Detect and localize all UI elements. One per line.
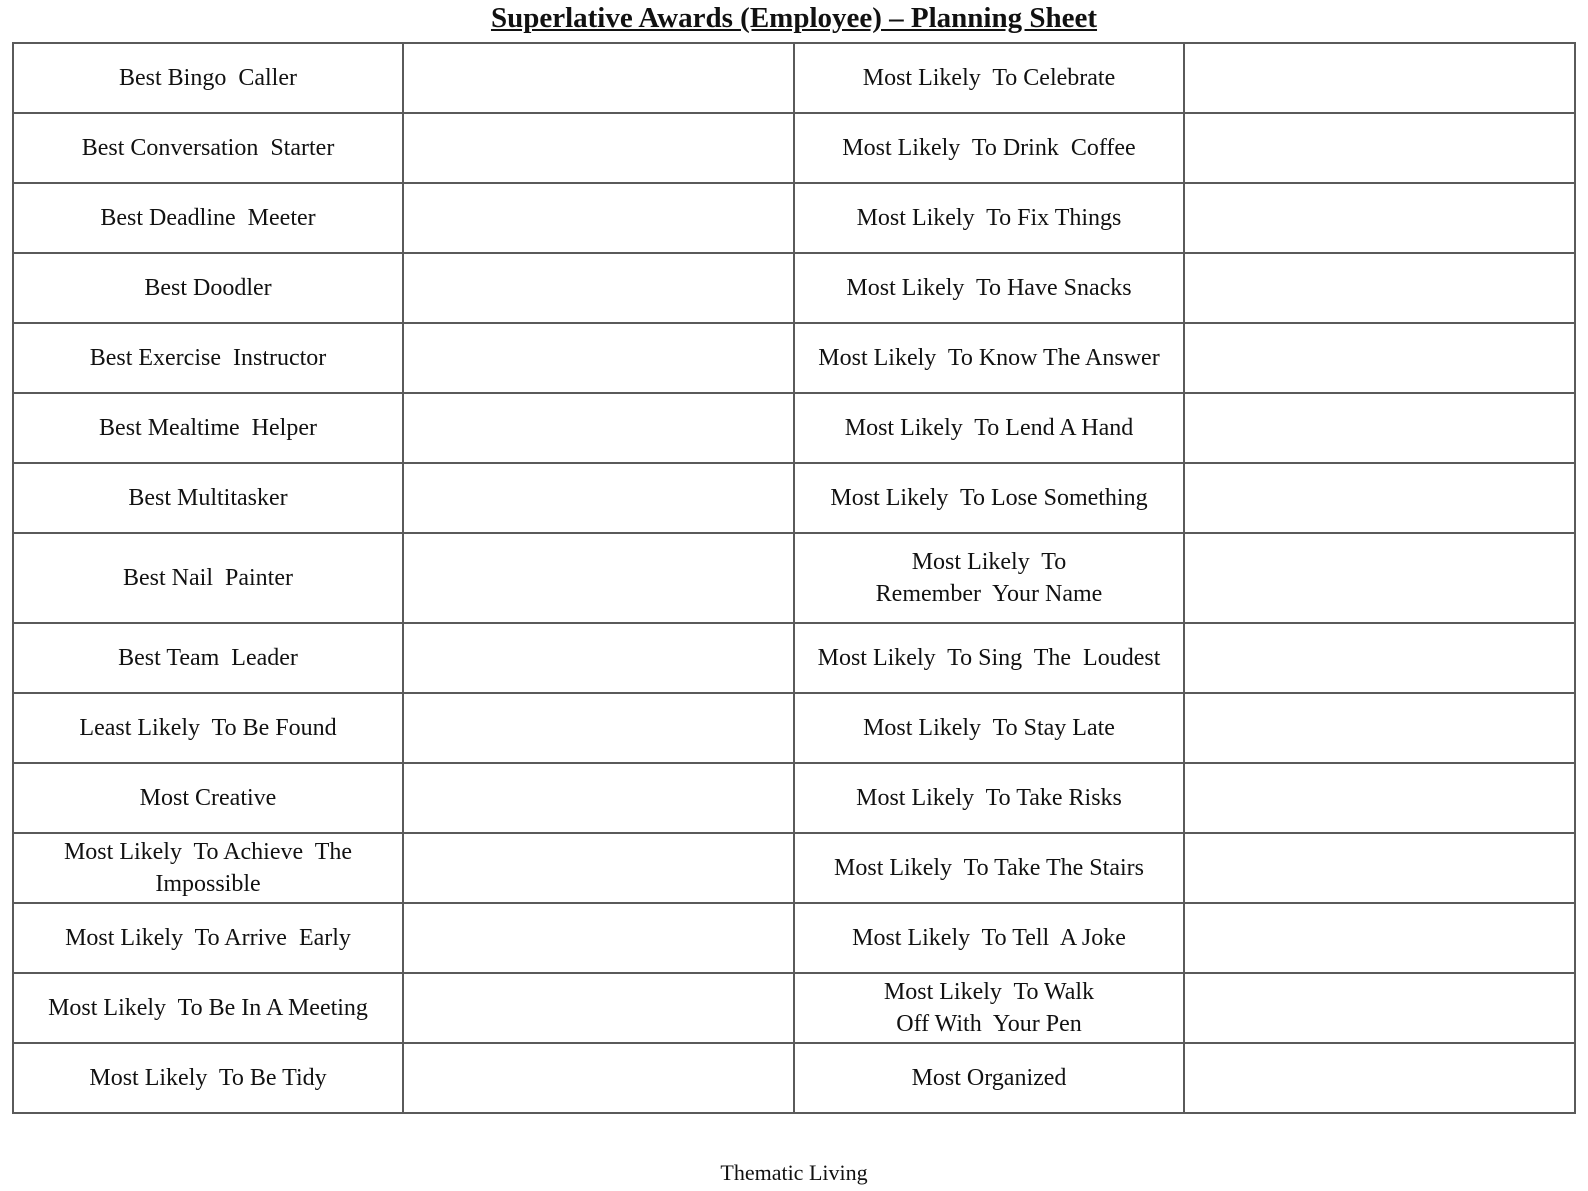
nominee-cell-left[interactable] <box>403 973 794 1043</box>
nominee-cell-right[interactable] <box>1184 693 1575 763</box>
table-row <box>13 833 1575 903</box>
nominee-cell-right[interactable] <box>1184 763 1575 833</box>
award-category-right: Most Likely To Lose Something <box>794 463 1184 533</box>
table-row <box>13 903 1575 973</box>
nominee-cell-right[interactable] <box>1184 973 1575 1043</box>
award-category-left: Most Likely To Achieve The Impossible <box>13 833 403 903</box>
nominee-cell-left[interactable] <box>403 183 794 253</box>
award-category-left: Best Deadline Meeter <box>13 183 403 253</box>
nominee-cell-left[interactable] <box>403 113 794 183</box>
award-category-right: Most Likely To Take Risks <box>794 763 1184 833</box>
award-category-right: Most Likely To Walk Off With Your Pen <box>794 973 1184 1043</box>
table-row <box>13 463 1575 533</box>
award-category-right: Most Likely To Fix Things <box>794 183 1184 253</box>
award-category-right: Most Likely To Remember Your Name <box>794 533 1184 623</box>
award-category-left: Best Nail Painter <box>13 533 403 623</box>
award-category-left: Best Doodler <box>13 253 403 323</box>
footer-credit: Thematic Living <box>720 1160 868 1185</box>
nominee-cell-left[interactable] <box>403 253 794 323</box>
award-category-left: Most Likely To Be In A Meeting <box>13 973 403 1043</box>
award-category-left: Most Creative <box>13 763 403 833</box>
table-row <box>13 973 1575 1043</box>
nominee-cell-right[interactable] <box>1184 183 1575 253</box>
awards-table <box>12 42 1576 1114</box>
award-category-right: Most Likely To Lend A Hand <box>794 393 1184 463</box>
table-row <box>13 393 1575 463</box>
nominee-cell-left[interactable] <box>403 623 794 693</box>
award-category-left: Most Likely To Arrive Early <box>13 903 403 973</box>
award-category-left: Least Likely To Be Found <box>13 693 403 763</box>
table-row <box>13 253 1575 323</box>
award-category-left: Best Conversation Starter <box>13 113 403 183</box>
award-category-left: Best Team Leader <box>13 623 403 693</box>
nominee-cell-right[interactable] <box>1184 1043 1575 1113</box>
award-category-right: Most Likely To Know The Answer <box>794 323 1184 393</box>
award-category-right: Most Likely To Drink Coffee <box>794 113 1184 183</box>
table-row <box>13 113 1575 183</box>
award-category-right: Most Likely To Sing The Loudest <box>794 623 1184 693</box>
award-category-right: Most Likely To Have Snacks <box>794 253 1184 323</box>
nominee-cell-left[interactable] <box>403 323 794 393</box>
nominee-cell-right[interactable] <box>1184 903 1575 973</box>
nominee-cell-left[interactable] <box>403 43 794 113</box>
award-category-right: Most Likely To Stay Late <box>794 693 1184 763</box>
nominee-cell-right[interactable] <box>1184 533 1575 623</box>
award-category-left: Best Bingo Caller <box>13 43 403 113</box>
nominee-cell-left[interactable] <box>403 833 794 903</box>
page-title: Superlative Awards (Employee) – Planning Sheet <box>490 2 1098 34</box>
table-row <box>13 533 1575 623</box>
table-row <box>13 323 1575 393</box>
nominee-cell-left[interactable] <box>403 393 794 463</box>
nominee-cell-right[interactable] <box>1184 323 1575 393</box>
nominee-cell-left[interactable] <box>403 533 794 623</box>
award-category-left: Most Likely To Be Tidy <box>13 1043 403 1113</box>
table-row <box>13 763 1575 833</box>
award-category-right: Most Likely To Take The Stairs <box>794 833 1184 903</box>
nominee-cell-left[interactable] <box>403 1043 794 1113</box>
nominee-cell-right[interactable] <box>1184 393 1575 463</box>
nominee-cell-right[interactable] <box>1184 43 1575 113</box>
table-row <box>13 623 1575 693</box>
award-category-left: Best Multitasker <box>13 463 403 533</box>
award-category-right: Most Likely To Celebrate <box>794 43 1184 113</box>
nominee-cell-left[interactable] <box>403 463 794 533</box>
award-category-right: Most Likely To Tell A Joke <box>794 903 1184 973</box>
nominee-cell-left[interactable] <box>403 693 794 763</box>
table-row <box>13 1043 1575 1113</box>
award-category-right: Most Organized <box>794 1043 1184 1113</box>
nominee-cell-left[interactable] <box>403 763 794 833</box>
nominee-cell-right[interactable] <box>1184 623 1575 693</box>
nominee-cell-left[interactable] <box>403 903 794 973</box>
nominee-cell-right[interactable] <box>1184 833 1575 903</box>
nominee-cell-right[interactable] <box>1184 253 1575 323</box>
nominee-cell-right[interactable] <box>1184 113 1575 183</box>
awards-table-body <box>13 43 1575 1113</box>
award-category-left: Best Exercise Instructor <box>13 323 403 393</box>
nominee-cell-right[interactable] <box>1184 463 1575 533</box>
award-category-left: Best Mealtime Helper <box>13 393 403 463</box>
table-row <box>13 183 1575 253</box>
table-row <box>13 43 1575 113</box>
table-row <box>13 693 1575 763</box>
